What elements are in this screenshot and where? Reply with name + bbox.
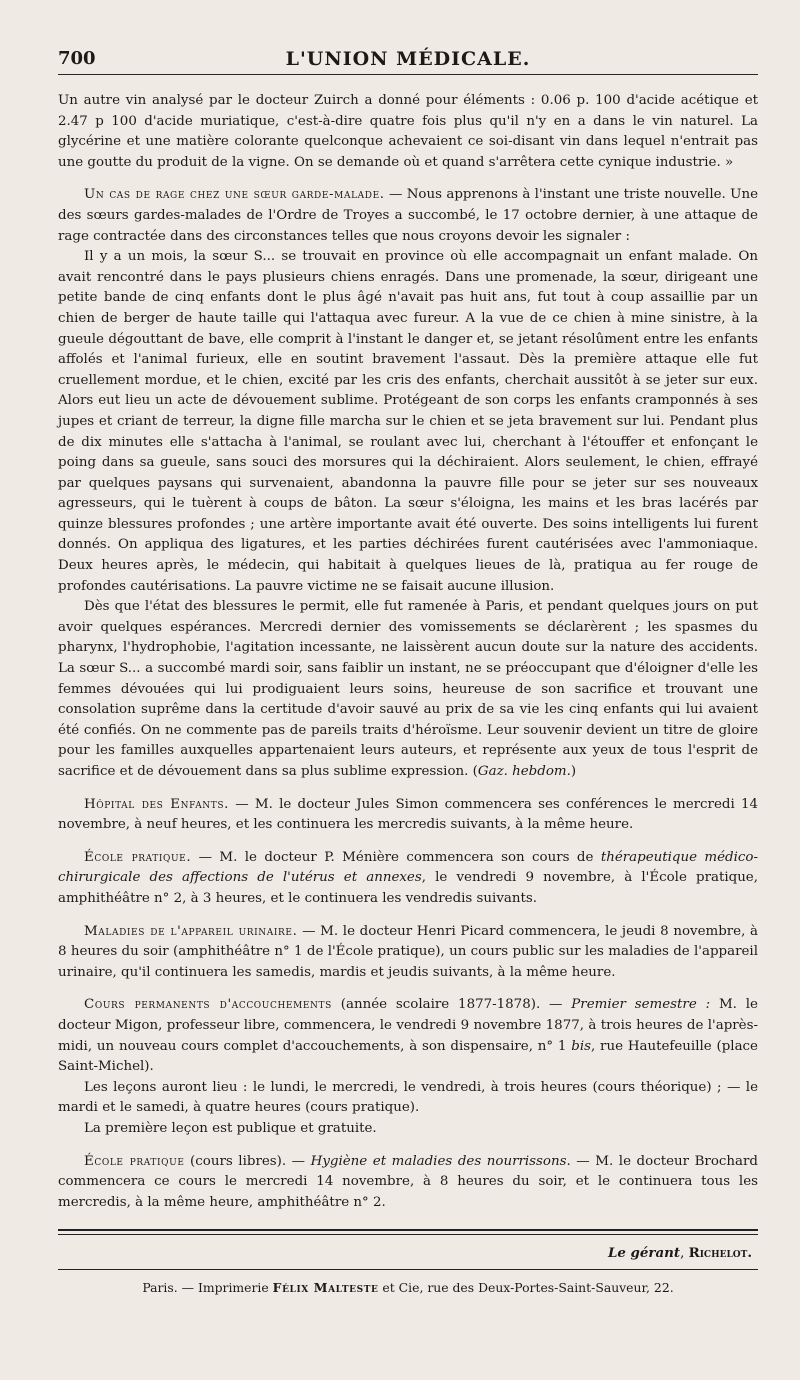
news-text: M. le docteur Migon, professeur libre, commencera, le vendredi 9 novembre 1877, à trois heures de l'après-midi, un nouveau cours complet d'accouchements, à son dispensaire, n° 1 — [58, 997, 758, 1054]
news-heading: École pratique. — [84, 849, 192, 865]
semester-label: Premier semestre : — [571, 997, 711, 1013]
news-text: (année scolaire 1877-1878). — — [331, 997, 572, 1013]
signature: Le gérant, Richelot. — [607, 1245, 752, 1262]
running-title: L'UNION MÉDICALE. — [285, 48, 531, 70]
address-bis: bis — [571, 1038, 591, 1054]
rage-intro: — Nous apprenons à l'instant une triste nouvelle. Une des sœurs gardes-malades de l'Ordre de Troyes a succombé, le 17 octobre dernier, à une attaque de rage contractée dans des circonstances telles que nous croyons devoir les signaler : — [58, 187, 758, 244]
news-heading: École pratique — [84, 1153, 185, 1169]
imprint-text: Paris. — Imprimerie — [142, 1280, 273, 1296]
rage-paragraph-2-text: Dès que l'état des blessures le permit, elle fut ramenée à Paris, et pendant quelques jours on put avoir quelques espérances. Mercredi dernier des vomissements se déclarèrent ; les spasmes du pharynx, l'hydrophobie, l'agitation incessante, ne laissèrent aucun doute sur la nature des accidents. La sœur S... a succombé mardi soir, sans faiblir un instant, ne se préoccupant que d'éloigner d'elle les femmes dévouées qui lui prodiguaient leurs soins, heureuse de son sacrifice et trouvant une consolation suprême dans la certitude d'avoir sauvé au prix de sa vie les cinq enfants qui lui avaient été confiés. On ne commente pas de pareils traits d'héroïsme. Leur souvenir devient un titre de gloire pour les familles auxquelles appartenaient leurs auteurs, et représente aux yeux de tous l'esprit de sacrifice et de dévouement dans sa plus sublime expression. ( — [58, 599, 758, 779]
page-number: 700 — [58, 48, 96, 69]
footer-rule — [58, 1269, 758, 1270]
printer-name: Félix Malteste — [272, 1280, 379, 1296]
rage-paragraph-1: Il y a un mois, la sœur S... se trouvait en province où elle accompagnait un enfant malade. On avait rencontré dans le pays plusieurs chiens enragés. Dans une promenade, la sœur, dirigeant une petite bande de cinq enfants dont le plus âgé n'avait pas huit ans, fut tout à coup assaillie par un chien de berger de haute taille qui l'attaqua avec fureur. A la vue de ce chien à mine sinistre, à la gueule dégouttant de bave, elle comprit à l'instant le danger et, se jetant résolûment entre les enfants affolés et l'animal furieux, elle en soutint bravement l'assaut. Dès la première attaque elle fut cruellement mordue, et le chien, excité par les cris des enfants, cherchait aussitôt à se jeter sur eux. Alors eut lieu un acte de dévouement sublime. Protégeant de son corps les enfants cramponnés à ses jupes et criant de terreur, la digne fille marcha sur le chien et se jeta bravement sur lui. Pendant plus de dix minutes elle s'attacha à l'animal, se roulant avec lui, cherchant à l'étouffer et enfonçant le poing dans sa gueule, sans souci des morsures qui la déchiraient. Alors seulement, le chien, effrayé par quelques paysans qui survenaient, abandonna la pauvre fille pour se jeter sur ses nouveaux agresseurs, qui le tuèrent à coups de bâton. La sœur s'éloigna, les mains et les bras lacérés par quinze blessures profondes ; une artère importante avait été ouverte. Des soins intelligents lui furent donnés. On appliqua des ligatures, et les parties déchirées furent cautérisées avec l'ammoniaque. Deux heures après, le médecin, qui habitait à quelques lieues de là, pratiqua au fer rouge de profondes cautérisations. La pauvre victime ne se faisait aucune illusion. — [58, 249, 758, 594]
news-heading: Cours permanents d'accouchements — [84, 997, 332, 1013]
accouchements-first-lesson: La première leçon est publique et gratuite. — [84, 1120, 377, 1136]
double-rule — [58, 1229, 758, 1235]
rage-article-lead — [58, 185, 758, 247]
news-item-urinaire — [58, 922, 758, 984]
signature-name: Richelot. — [688, 1245, 752, 1262]
course-title: Hygiène et maladies des nourrissons — [310, 1153, 567, 1169]
news-text: — M. le docteur Jules Simon commencera ses conférences le mercredi 14 novembre, à neuf heures, et les continuera les mercredis suivants, à la même heure. — [58, 796, 759, 833]
news-item-hopital — [58, 795, 758, 836]
news-heading: Maladies de l'appareil urinaire. — [84, 923, 298, 939]
signature-label: Le gérant — [607, 1245, 681, 1262]
news-heading: Hôpital des Enfants. — [84, 796, 229, 812]
article-body — [58, 91, 758, 1213]
news-item-accouchements — [58, 995, 758, 1077]
news-text: (cours libres). — — [184, 1153, 311, 1169]
news-text: — M. le docteur P. Ménière commencera son cours de — [191, 849, 601, 865]
news-text: , rue Hautefeuille (place Saint-Michel). — [58, 1038, 758, 1075]
printer-imprint — [58, 1280, 758, 1295]
accouchements-schedule: Les leçons auront lieu : le lundi, le mercredi, le vendredi, à trois heures (cours théorique) ; — le mardi et le samedi, à quatre heures (cours pratique). — [58, 1079, 758, 1116]
page-header — [58, 44, 758, 75]
rage-paragraph-2 — [58, 597, 758, 782]
course-title: thérapeutique médico-chirurgicale des affections de l'utérus et annexes — [58, 849, 758, 886]
news-text: , le vendredi 9 novembre, à l'École pratique, amphithéâtre n° 2, à 3 heures, et le continuera les vendredis suivants. — [58, 870, 758, 906]
rage-heading: Un cas de rage chez une sœur garde-malade. — [84, 187, 385, 203]
intro-paragraph: Un autre vin analysé par le docteur Zuirch a donné pour éléments : 0.06 p. 100 d'acide acétique et 2.47 p 100 d'acide muriatique, c'est-à-dire quatre fois plus qu'il n'y en a dans le vin naturel. La glycérine et une matière colorante quelconque achevaient ce soi-disant vin dans lequel n'entrait pas une goutte du produit de la vigne. On se demande où et quand s'arrêtera cette cynique industrie. » — [58, 93, 758, 170]
news-text: — M. le docteur Henri Picard commencera, le jeudi 8 novembre, à 8 heures du soir (amphithéâtre n° 1 de l'École pratique), un cours public sur les maladies de l'appareil urinaire, qu'il continuera les samedis, mardis et jeudis suivants, à la même heure. — [58, 923, 758, 980]
news-item-nourrissons — [58, 1152, 758, 1214]
imprint-text: et Cie, rue des Deux-Portes-Saint-Sauveur, 22. — [378, 1280, 674, 1296]
rage-source-close: ) — [570, 764, 577, 779]
rage-source: Gaz. hebdom. — [477, 764, 571, 779]
news-text: . — M. le docteur Brochard commencera ce cours le mercredi 14 novembre, à 8 heures du soir, et le continuera tous les mercredis, à la même heure, amphithéâtre n° 2. — [58, 1153, 758, 1210]
news-item-ecole-pratique — [58, 848, 758, 910]
